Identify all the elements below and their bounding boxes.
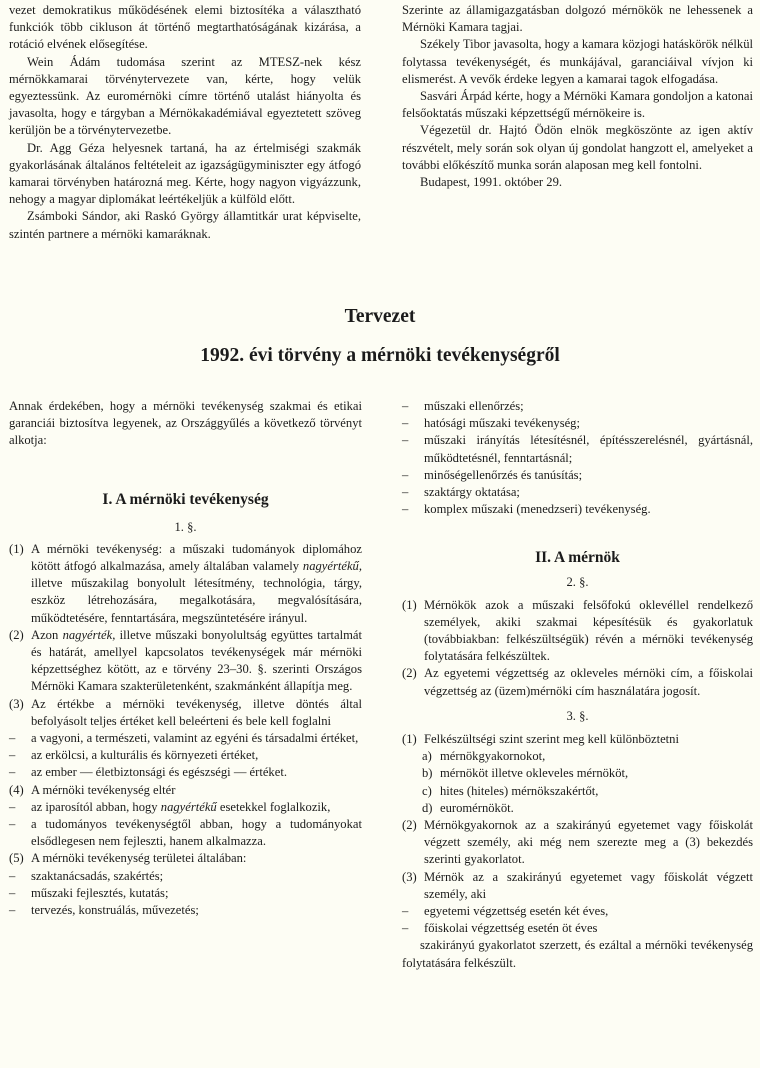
item-number: (3): [9, 696, 24, 711]
paragraph-item: [402, 731, 753, 748]
text: illetve műszakilag bonyolult létesítmény, technológia, tárgy, eszköz létrehozására, megalkotására, megvalósítására, működtetésére, fenntartására, megszüntetésére irányul.: [31, 576, 362, 625]
text: Felkészültségi szint szerint meg kell különböztetni: [424, 732, 679, 747]
paragraph-item: [9, 541, 362, 627]
paragraph-item: [9, 782, 362, 799]
item-number: (2): [9, 627, 24, 642]
document-title: Tervezet: [344, 306, 416, 327]
paragraph: Végezetül dr. Hajtó Ödön elnök megköszönte az igen aktív részvételt, mely során sok olyan új gondolat hangzott el, amelyeket a további előkészítő munka során alaposan meg kell fontolni.: [402, 123, 753, 172]
top-left-column: [9, 2, 361, 243]
paragraph-item: [9, 696, 362, 730]
list-item: – főiskolai végzettség esetén öt éves: [402, 921, 598, 936]
item-number: (3): [402, 869, 417, 884]
list-item: – műszaki ellenőrzés;: [402, 399, 524, 413]
item-number: (1): [9, 541, 24, 556]
list-item: – egyetemi végzettség esetén két éves,: [402, 904, 609, 919]
section-number: 2. §.: [566, 575, 589, 590]
paragraph-item: [402, 817, 753, 869]
text: A mérnöki tevékenység: a műszaki tudományok diplomához kötött átfogó alkalmazása, amely általában valamely: [31, 541, 362, 574]
list-item: – műszaki fejlesztés, kutatás;: [9, 885, 169, 900]
item-number: (2): [402, 666, 417, 681]
date-line: Budapest, 1991. október 29.: [420, 175, 563, 190]
list-item: – műszaki irányítás létesítésnél, építésszerelésnél, gyártásnál, működtetésnél, fenntartásnál;: [402, 433, 753, 465]
item-number: (5): [9, 851, 24, 866]
closing-text: szakirányú gyakorlatot szerzett, és ezáltal a mérnöki tevékenység folytatására felkészült.: [402, 938, 753, 970]
paragraph: Szerinte az államigazgatásban dolgozó mérnökök ne lehessenek a Mérnöki Kamara tagjai.: [402, 3, 753, 35]
list-item: – minőségellenőrzés és tanúsítás;: [402, 467, 583, 482]
item-number: (4): [9, 782, 24, 797]
list-item: c) hites (hiteles) mérnökszakértőt,: [422, 783, 599, 798]
text: Az egyetemi végzettség az okleveles mérnöki cím, a főiskolai végzettség az (üzem)mérnöki cím használatára jogosít.: [424, 666, 753, 698]
paragraph-item: [402, 665, 753, 699]
paragraph: Zsámboki Sándor, aki Raskó György államtitkár urat képviselte, szintén partnere a mérnöki kamaráknak.: [9, 209, 361, 241]
paragraph: Wein Ádám tudomása szerint az MTESZ-nek kész mérnökkamarai törvénytervezete van, kérte, hogy velük egyeztessünk. Az euromérnöki címre történő utalást hiányolta és javasolta, hogy e tárgyban a Mérnökakadémiával egyeztetett szöveg kerüljön be a törvénytervezetbe.: [9, 54, 361, 138]
paragraph: vezet demokratikus működésének elemi biztosítéka a választható funkciók több cikluson át történő megtarthatóságának kizárása, a rotáció elvének elősegítése.: [9, 3, 361, 52]
item-number: (1): [402, 732, 417, 747]
emphasis: nagyértékű: [160, 799, 217, 814]
bottom-right-column: [402, 398, 753, 972]
list-item: b) mérnököt illetve okleveles mérnököt,: [422, 766, 629, 781]
list-item: – az erkölcsi, a kulturális és környezeti értéket,: [9, 748, 259, 763]
top-right-column: [402, 2, 753, 191]
paragraph-item: [402, 869, 753, 903]
list-item: – komplex műszaki (menedzseri) tevékenység.: [402, 502, 651, 517]
emphasis: nagyérték,: [62, 627, 116, 642]
preamble: Annak érdekében, hogy a mérnöki tevékenység szakmai és etikai garanciái biztosítva legyenek, az Országgyűlés a következő törvényt alkotja:: [9, 399, 362, 448]
text: Mérnök az a szakirányú egyetemet vagy főiskolát végzett személy, aki: [424, 869, 753, 901]
text: A mérnöki tevékenység területei általában:: [31, 851, 247, 866]
text: Az értékbe a mérnöki tevékenység, illetve döntés által befolyásolt teljes értéket kell beleérteni és bele kell foglalni: [31, 696, 362, 728]
section-number: 3. §.: [566, 708, 589, 723]
emphasis: nagyértékű,: [302, 559, 362, 574]
section-number: 1. §.: [174, 519, 197, 534]
list-item: – az ember — életbiztonsági és egészségi — értéket.: [9, 765, 287, 780]
list-item: – az iparosítól abban, hogy nagyértékű esetekkel foglalkozik,: [9, 799, 331, 814]
text: Mérnökgyakornok az a szakirányú egyetemet vagy főiskolát végzett személy, aki még nem szerezte meg a (3) bekezdés szerinti gyakorlatot.: [424, 818, 753, 867]
list-item: d) euromérnököt.: [422, 800, 514, 815]
bottom-left-column: [9, 398, 362, 919]
paragraph: Sasvári Árpád kérte, hogy a Mérnöki Kamara gondoljon a katonai felsőoktatás műszaki képzettségű mérnökeire is.: [402, 89, 753, 121]
list-item: – a vagyoni, a természeti, valamint az egyéni és társadalmi értéket,: [9, 731, 359, 746]
paragraph: Dr. Agg Géza helyesnek tartaná, ha az értelmiségi szakmák gyakorlásának általános feltételeit az igazságügyminiszter egy átfogó kamarai törvényben határozná meg. Kérte, hogy nagyon vigyázzunk, nehogy a magyar diplomákat leértékeljük a külföld előtt.: [9, 140, 361, 207]
chapter-heading: I. A mérnöki tevékenység: [102, 490, 269, 508]
list-item: – a tudományos tevékenységtől abban, hogy a tudományokat elsődlegesen nem fejleszti, hanem alkalmazza.: [9, 817, 362, 849]
text: Mérnökök azok a műszaki felsőfokú oklevéllel rendelkező személyek, akiki szakmai képesítésük és gyakorlatuk (továbbiakban: felkészültségük) révén a mérnöki tevékenység folytatására felkészültek.: [424, 597, 753, 664]
item-number: (1): [402, 597, 417, 612]
list-item: – szaktárgy oktatása;: [402, 485, 520, 500]
list-item: – tervezés, konstruálás, művezetés;: [9, 903, 199, 918]
text: Azon: [31, 627, 63, 642]
text: illetve műszaki bonyolultság együttes tartalmát és határát, amellyel kapcsolatos tevékenységek már mérnöki képzettséghez kötött, az e törvény 23–30. §. szerinti Országos Mérnöki Kamara szakterületenként, szakmánként állapítja meg.: [31, 627, 362, 694]
paragraph: Székely Tibor javasolta, hogy a kamara közjogi hatáskörök nélkül folytassa tevékenységét, és munkájával, garanciáival vívjon ki elismerést. A vevők érdeke legyen a kamarai tagok elfogadása.: [402, 37, 753, 86]
list-item: a) mérnökgyakornokot,: [422, 749, 546, 764]
text: A mérnöki tevékenység eltér: [31, 782, 176, 797]
law-title: 1992. évi törvény a mérnöki tevékenységről: [200, 345, 560, 366]
paragraph-item: [9, 850, 362, 867]
chapter-heading: II. A mérnök: [535, 549, 620, 567]
list-item: – szaktanácsadás, szakértés;: [9, 868, 164, 883]
paragraph-item: [402, 597, 753, 666]
item-number: (2): [402, 818, 417, 833]
list-item: – hatósági műszaki tevékenység;: [402, 416, 580, 431]
paragraph-item: [9, 627, 362, 696]
